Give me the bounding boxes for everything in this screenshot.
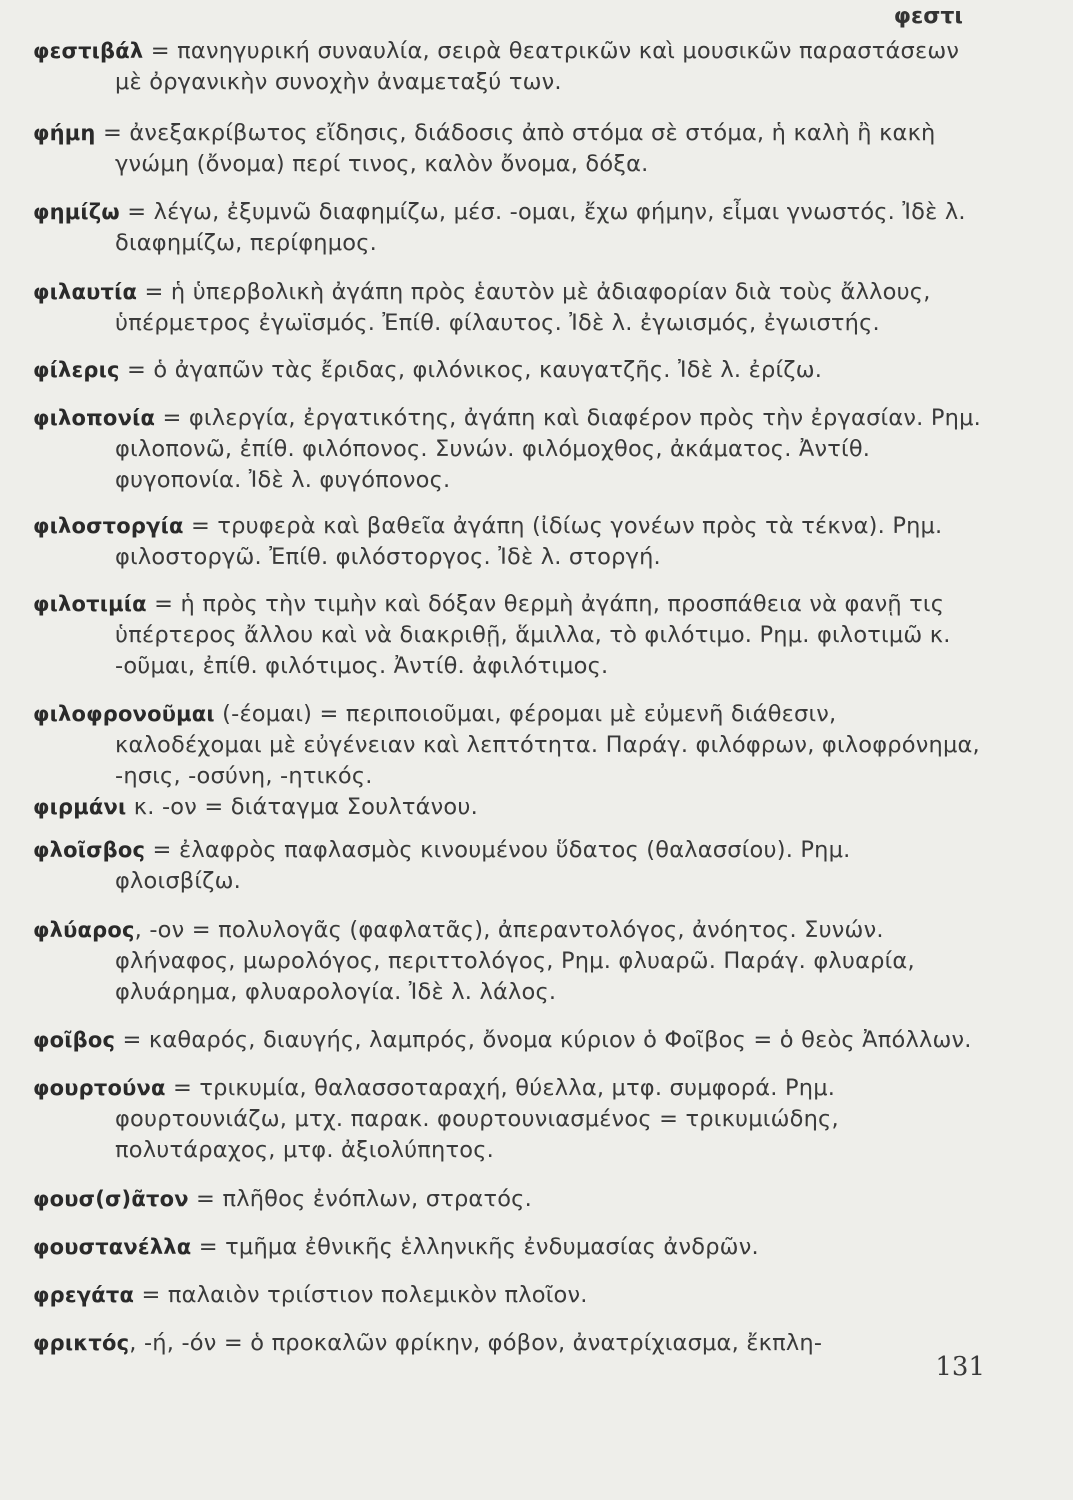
- entry-list: [33, 36, 983, 1359]
- entry-headword: φιρμάνι: [33, 795, 127, 819]
- entry-definition: = ἡ ὑπερβολικὴ ἀγάπη πρὸς ἑαυτὸν μὲ ἀδιαφορίαν διὰ τοὺς ἄλλους, ὑπέρμετρος ἐγωϊσμός. Ἐπίθ. φίλαυτος. Ἰδὲ λ. ἐγωισμός, ἐγωιστής.: [115, 279, 931, 336]
- entry-definition: = ὁ ἀγαπῶν τὰς ἔριδας, φιλόνικος, καυγατζῆς. Ἰδὲ λ. ἐρίζω.: [119, 357, 823, 383]
- entry-definition: = τρικυμία, θαλασσοταραχή, θύελλα, μτφ. συμφορά. Ρημ. φουρτουνιάζω, μτχ. παρακ. φουρτουνιασμένος = τρικυμιώδης, πολυτάραχος, μτφ. ἀξιολύπητος.: [115, 1075, 839, 1163]
- entry-headword: φλοῖσβος: [33, 838, 146, 862]
- dictionary-entry: [33, 1073, 983, 1166]
- entry-headword: φουσ(σ)ᾶτον: [33, 1187, 189, 1211]
- entry-definition: = πλῆθος ἐνόπλων, στρατός.: [188, 1186, 532, 1212]
- dictionary-entry: [33, 403, 983, 496]
- dictionary-entry: [33, 835, 983, 897]
- running-head: φεστι: [893, 4, 963, 29]
- dictionary-entry: [33, 699, 983, 792]
- entry-definition: κ. -ον = διάταγμα Σουλτάνου.: [126, 794, 478, 820]
- entry-definition: = ἀνεξακρίβωτος εἴδησις, διάδοσις ἀπὸ στόμα σὲ στόμα, ἡ καλὴ ἢ κακὴ γνώμη (ὄνομα) περί τινος, καλὸν ὄνομα, δόξα.: [95, 120, 936, 177]
- entry-headword: φοῖβος: [33, 1028, 116, 1052]
- entry-definition: (-έομαι) = περιποιοῦμαι, φέρομαι μὲ εὐμενῆ διάθεσιν, καλοδέχομαι μὲ εὐγένειαν καὶ λεπτότητα. Παράγ. φιλόφρων, φιλοφρόνημα, -ησις, -οσύνη, -ητικός.: [115, 701, 980, 789]
- entry-headword: φρεγάτα: [33, 1283, 135, 1307]
- dictionary-entry: [33, 1184, 983, 1215]
- dictionary-entry: [33, 1328, 983, 1359]
- entry-headword: φουστανέλλα: [33, 1235, 192, 1259]
- dictionary-entry: [33, 1232, 983, 1263]
- entry-definition: = τμῆμα ἐθνικῆς ἑλληνικῆς ἐνδυμασίας ἀνδρῶν.: [191, 1234, 759, 1260]
- entry-definition: = ἡ πρὸς τὴν τιμὴν καὶ δόξαν θερμὴ ἀγάπη, προσπάθεια νὰ φανῇ τις ὑπέρτερος ἄλλου καὶ νὰ διακριθῇ, ἅμιλλα, τὸ φιλότιμο. Ρημ. φιλοτιμῶ κ. -οῦμαι, ἐπίθ. φιλότιμος. Ἀντίθ. ἀφιλότιμος.: [115, 591, 951, 679]
- page-number: 131: [935, 1352, 985, 1382]
- entry-headword: φιλαυτία: [33, 280, 138, 304]
- entry-definition: = φιλεργία, ἐργατικότης, ἀγάπη καὶ διαφέρον πρὸς τὴν ἐργασίαν. Ρημ. φιλοπονῶ, ἐπίθ. φιλόπονος. Συνών. φιλόμοχθος, ἀκάματος. Ἀντίθ. φυγοπονία. Ἰδὲ λ. φυγόπονος.: [115, 405, 981, 493]
- entry-headword: φεστιβάλ: [33, 39, 144, 63]
- entry-headword: φιλοπονία: [33, 406, 156, 430]
- entry-definition: = παλαιὸν τριίστιον πολεμικὸν πλοῖον.: [134, 1282, 588, 1308]
- entry-headword: φουρτούνα: [33, 1076, 166, 1100]
- entry-headword: φιλοστοργία: [33, 514, 184, 538]
- dictionary-entry: [33, 36, 983, 98]
- entry-definition: = λέγω, ἐξυμνῶ διαφημίζω, μέσ. -ομαι, ἔχω φήμην, εἶμαι γνωστός. Ἰδὲ λ. διαφημίζω, περίφημος.: [115, 199, 966, 256]
- entry-headword: φλύαρος: [33, 918, 135, 942]
- dictionary-entry: [33, 589, 983, 682]
- dictionary-entry: [33, 792, 983, 823]
- dictionary-entry: [33, 1280, 983, 1311]
- entry-definition: = τρυφερὰ καὶ βαθεῖα ἀγάπη (ἰδίως γονέων πρὸς τὰ τέκνα). Ρημ. φιλοστοργῶ. Ἐπίθ. φιλόστοργος. Ἰδὲ λ. στοργή.: [115, 513, 943, 570]
- entry-headword: φήμη: [33, 121, 96, 145]
- entry-definition: = ἐλαφρὸς παφλασμὸς κινουμένου ὕδατος (θαλασσίου). Ρημ. φλοισβίζω.: [115, 837, 851, 894]
- dictionary-entry: [33, 355, 983, 386]
- entry-headword: φρικτός: [33, 1331, 130, 1355]
- entry-headword: φιλοφρονοῦμαι: [33, 702, 215, 726]
- entry-definition: , -ή, -όν = ὁ προκαλῶν φρίκην, φόβον, ἀνατρίχιασμα, ἔκπλη-: [129, 1330, 823, 1356]
- dictionary-entry: [33, 197, 983, 259]
- entry-definition: = καθαρός, διαυγής, λαμπρός, ὄνομα κύριον ὁ Φοῖβος = ὁ θεὸς Ἀπόλλων.: [115, 1027, 972, 1053]
- dictionary-entry: [33, 277, 983, 339]
- dictionary-entry: [33, 118, 983, 180]
- dictionary-entry: [33, 511, 983, 573]
- entry-definition: , -ον = πολυλογᾶς (φαφλατᾶς), ἀπεραντολόγος, ἀνόητος. Συνών. φλήναφος, μωρολόγος, περιττολόγος, Ρημ. φλυαρῶ. Παράγ. φλυαρία, φλυάρημα, φλυαρολογία. Ἰδὲ λ. λάλος.: [115, 917, 915, 1005]
- dictionary-entry: [33, 1025, 983, 1056]
- entry-headword: φίλερις: [33, 358, 120, 382]
- dictionary-entry: [33, 915, 983, 1008]
- entry-headword: φημίζω: [33, 200, 120, 224]
- entry-headword: φιλοτιμία: [33, 592, 147, 616]
- entry-definition: = πανηγυρική συναυλία, σειρὰ θεατρικῶν καὶ μουσικῶν παραστάσεων μὲ ὀργανικὴν συνοχὴν ἀναμεταξύ των.: [115, 38, 960, 95]
